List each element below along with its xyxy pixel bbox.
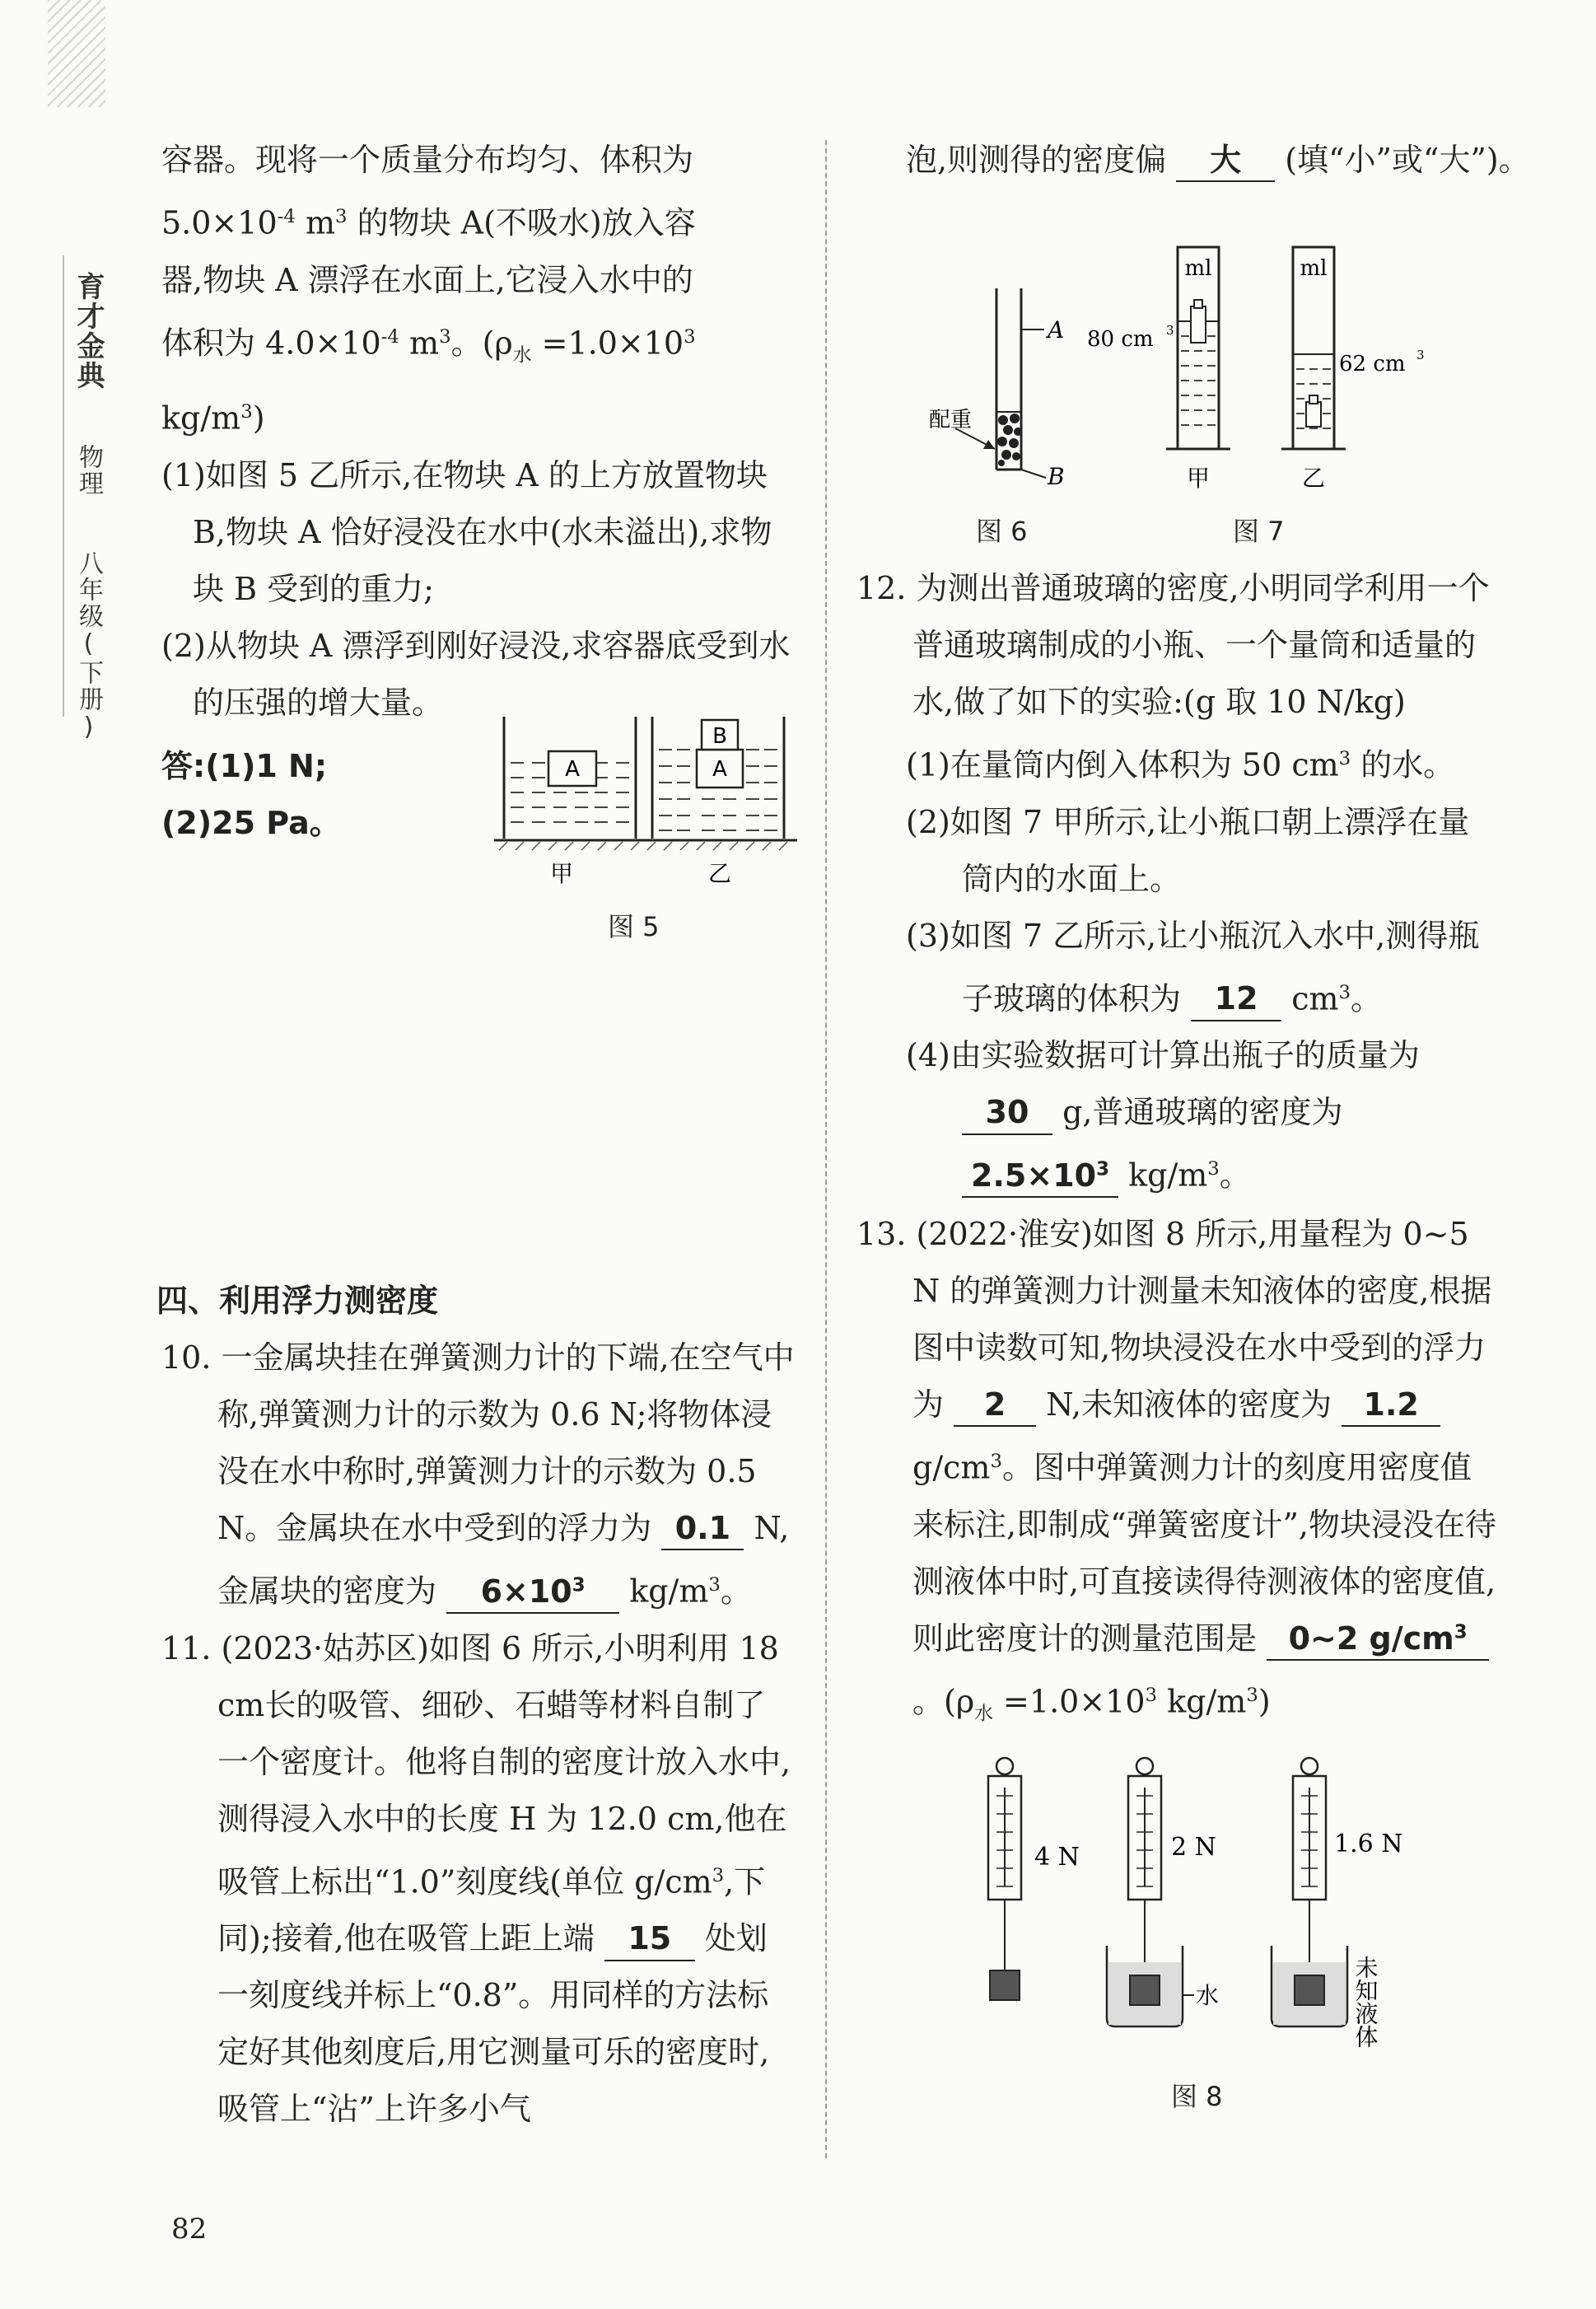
svg-text:4 N: 4 N xyxy=(1034,1843,1080,1872)
intro-line-4: 体积为 $4.0\times 10^{-4}$ $m^3$。($\rho_水 =1.0\times 10^3$ xyxy=(161,325,696,366)
q13-blank-buoyancy[interactable]: 2 xyxy=(954,1385,1036,1427)
cylinder-jia xyxy=(1087,247,1230,492)
page-number: 82 xyxy=(171,2213,208,2246)
container-yi xyxy=(652,717,784,839)
svg-text:A: A xyxy=(712,757,727,782)
q12-step-2: (2)如图 7 甲所示,让小瓶口朝上漂浮在量筒内的水面上。 xyxy=(906,803,1470,897)
svg-text:配重: 配重 xyxy=(929,408,973,432)
q12-blank-mass[interactable]: 30 xyxy=(962,1092,1052,1134)
q13-blank-density[interactable]: 1.2 xyxy=(1342,1385,1440,1427)
q12-step-3: (3)如图 7 乙所示,让小瓶沉入水中,测得瓶子玻璃的体积为 12 $cm^3$。 xyxy=(856,908,1499,1028)
section-4-heading: 四、利用浮力测密度 xyxy=(156,1283,439,1319)
q10-blank-1[interactable]: 0.1 xyxy=(661,1508,744,1550)
question-10: 10. 一金属块挂在弹簧测力计的下端,在空气中称,弹簧测力计的示数为 0.6 N;将物体浸没在水中称时,弹簧测力计的示数为 0.5 N。金属块在水中受到的浮力为 0.1 N,金属块的密度为 $6\times 10^3$ $kg/m^3$。 xyxy=(161,1330,796,1620)
q12-blank-volume[interactable]: 12 xyxy=(1191,979,1281,1021)
svg-text:ml: ml xyxy=(1300,256,1328,281)
svg-text:乙: 乙 xyxy=(1301,465,1326,492)
q12-step-1: (1)在量筒内倒入体积为 50 $cm^3$ 的水。 xyxy=(906,746,1455,783)
sidebar-rule xyxy=(63,255,64,717)
intro-line-3: 器,物块 A 漂浮在水面上,它浸入水中的 xyxy=(161,261,693,298)
sidebar-brand: 育才金典 xyxy=(72,272,105,390)
figure-7-caption: 图 7 xyxy=(1233,516,1285,547)
figure-6-caption: 图 6 xyxy=(976,516,1028,547)
svg-text:3: 3 xyxy=(1166,323,1174,338)
figure-8 xyxy=(972,1755,1433,2068)
svg-text:80 cm: 80 cm xyxy=(1087,327,1154,352)
svg-text:乙: 乙 xyxy=(707,860,732,887)
figure-6 xyxy=(914,280,1104,494)
question-13: 13. (2022·淮安)如图 8 所示,用量程为 0~5 N 的弹簧测力计测量未知液体的密度,根据图中读数可知,物块浸没在水中受到的浮力为 2 N,未知液体的密度为 1.2 $g/cm^3$。图中弹簧测力计的刻度用密度值来标注,即制成“弹簧密度计”,物块浸没在待测液体中时,可直接读得待测液体的密度值,则此密度计的测量范围是 0~2 $g/cm^3$ 。($\rho_水 =1.0\times 10^3$ $kg/m^3$) xyxy=(856,1215,1497,1724)
svg-text:甲: 甲 xyxy=(549,860,574,887)
svg-text:ml: ml xyxy=(1184,256,1212,281)
question-5-part-2: (2)从物块 A 漂浮到刚好浸没,求容器底受到水的压强的增大量。 xyxy=(161,627,791,721)
column-divider xyxy=(825,140,827,2158)
q10-blank-2[interactable]: $6\times 10^3$ xyxy=(446,1572,619,1614)
q12-blank-density[interactable]: $2.5\times 10^3$ xyxy=(962,1156,1118,1198)
svg-text:甲: 甲 xyxy=(1186,465,1211,492)
figure-5-caption: 图 5 xyxy=(608,911,660,942)
figure-5 xyxy=(491,708,804,898)
figure-7 xyxy=(1087,239,1433,494)
answer-1: 答:(1)1 N; xyxy=(161,747,328,784)
q13-blank-range[interactable]: 0~2 $g/cm^3$ xyxy=(1267,1619,1489,1661)
q11-blank-2[interactable]: 大 xyxy=(1176,140,1275,182)
svg-text:未知液体: 未知液体 xyxy=(1351,1956,1379,2048)
svg-text:3: 3 xyxy=(1416,348,1425,362)
cylinder-yi xyxy=(1281,247,1425,492)
question-11: 11. (2023·姑苏区)如图 6 所示,小明利用 18 cm长的吸管、细砂、石蜡等材料自制了一个密度计。他将自制的密度计放入水中,测得浸入水中的长度 H 为 12.0 cm,他在吸管上标出“1.0”刻度线(单位 $g/cm^3$,下同);接着,他在吸管上距上端 15 处划一刻度线并标上“0.8”。用同样的方法标定好其他刻度后,用它测量可乐的密度时,吸管上“沾”上许多小气 xyxy=(161,1629,791,2128)
figure-8-caption: 图 8 xyxy=(1171,2081,1223,2112)
intro-line-5: $kg/m^3$) xyxy=(161,400,265,437)
svg-text:62 cm: 62 cm xyxy=(1339,352,1406,376)
svg-text:A: A xyxy=(565,757,580,782)
spring-scale-1 xyxy=(988,1758,1080,2000)
right-column xyxy=(856,132,1548,189)
q11-blank-1[interactable]: 15 xyxy=(604,1919,695,1961)
svg-text:B: B xyxy=(712,724,727,749)
answer-2: (2)25 Pa。 xyxy=(161,804,341,841)
spring-scale-3 xyxy=(1272,1758,1403,2048)
svg-text:1.6 N: 1.6 N xyxy=(1334,1830,1403,1858)
question-5-part-1: (1)如图 5 乙所示,在物块 A 的上方放置物块 B,物块 A 恰好浸没在水中(水未溢出),求物块 B 受到的重力; xyxy=(161,456,772,607)
q12-step-4: (4)由实验数据可计算出瓶子的质量为 30 g,普通玻璃的密度为 $2.5\times 10^3$ $kg/m^3$。 xyxy=(856,1027,1499,1204)
left-column-lower xyxy=(156,1273,796,2138)
intro-line-1: 容器。现将一个质量分布均匀、体积为 xyxy=(161,142,694,178)
svg-text:水: 水 xyxy=(1196,1982,1220,2009)
q11-continuation: 泡,则测得的密度偏 大 (填“小”或“大”)。 xyxy=(906,132,1548,189)
svg-text:B: B xyxy=(1048,463,1065,490)
question-12: 12. 为测出普通玻璃的密度,小明同学利用一个普通玻璃制成的小瓶、一个量筒和适量的水,做了如下的实验:(g 取 10 N/kg) xyxy=(856,570,1490,720)
sidebar xyxy=(72,272,109,743)
right-column-lower xyxy=(856,560,1499,1742)
svg-text:2 N: 2 N xyxy=(1171,1833,1216,1862)
corner-hatch xyxy=(48,0,105,107)
container-jia xyxy=(504,717,636,839)
sidebar-subject: 物理 xyxy=(74,444,103,497)
sidebar-grade: 八年级(下册) xyxy=(74,550,103,743)
svg-text:A: A xyxy=(1048,316,1065,344)
spring-scale-2 xyxy=(1107,1758,1219,2026)
intro-line-2: $5.0\times 10^{-4}$ $m^3$ 的物块 A(不吸水)放入容 xyxy=(161,204,696,241)
